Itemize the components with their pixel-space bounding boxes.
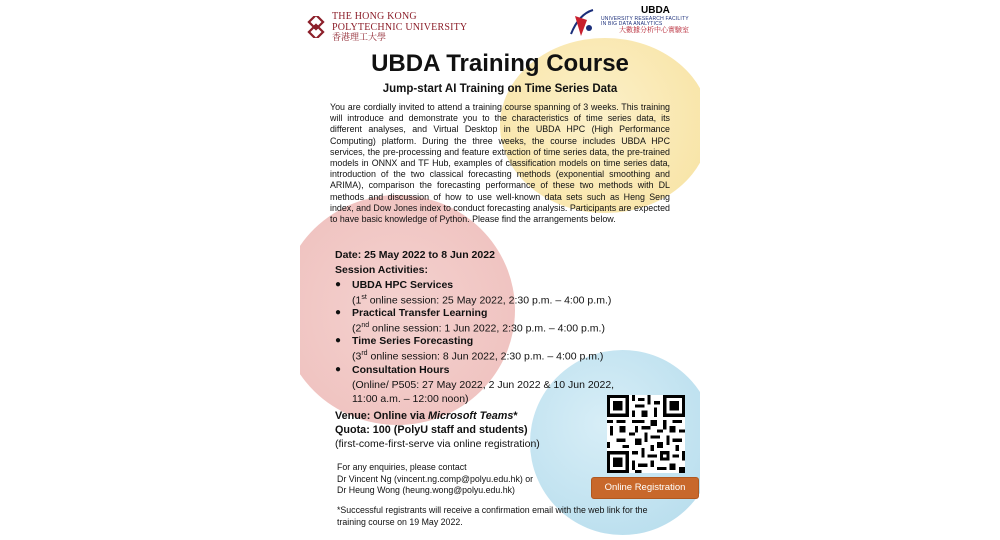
qr-code-icon[interactable] bbox=[607, 395, 685, 473]
session-name: Time Series Forecasting bbox=[352, 335, 474, 347]
quota: Quota: 100 (PolyU staff and students) bbox=[335, 424, 528, 436]
enquiry-contact-1[interactable]: Dr Vincent Ng (vincent.ng.comp@polyu.edu.hk) or bbox=[337, 473, 534, 484]
bullet-icon: ● bbox=[335, 279, 342, 290]
polyu-name-zh: 香港理工大學 bbox=[332, 32, 387, 42]
session-detail: (2nd online session: 1 Jun 2022, 2:30 p.m. – 4:00 p.m.) bbox=[352, 322, 605, 335]
session-name: Practical Transfer Learning bbox=[352, 307, 488, 319]
footnote: *Successful registrants will receive a confirmation email with the web link for the training course on 19 May 2022. bbox=[337, 505, 648, 527]
ubda-emblem-icon bbox=[567, 6, 597, 38]
session-name: UBDA HPC Services bbox=[352, 279, 454, 291]
session-detail: 11:00 a.m. – 12:00 noon) bbox=[352, 393, 469, 405]
bullet-icon: ● bbox=[335, 364, 342, 375]
course-subtitle: Jump-start AI Training on Time Series Data bbox=[382, 83, 618, 95]
ubda-logo bbox=[567, 6, 689, 38]
ubda-name-zh: 大數據分析中心實驗室 bbox=[619, 27, 689, 34]
poster bbox=[300, 0, 700, 540]
venue: Venue: Online via Microsoft Teams* bbox=[335, 410, 518, 422]
intro-paragraph: You are cordially invited to attend a training course spanning of 3 weeks. This training will introduce and demonstrate you to the characteristics of time series data, its different analyses, and Virtual Desktop in the UBDA HPC (High Performance Computing) platform. During the three weeks, the course includes UBDA HPC services, the pre-processing and feature extraction of time series data, the pre-trained models in ONNX and TF Hub, examples of classification models on time series data, introduction of the two classical forecasting methods (exponential smoothing and ARIMA), comparison the forecasting performance of these two methods with DL methods and discussion of how to use well-known data sets such as Heng Seng index, and Dow Jones index to conduct forecasting analysis. Participants are expected to have basic knowledge of Python. Please find the arrangements below. bbox=[330, 102, 670, 225]
session-detail: (1st online session: 25 May 2022, 2:30 p.m. – 4:00 p.m.) bbox=[352, 294, 612, 307]
enquiry-line: For any enquiries, please contact bbox=[337, 462, 467, 472]
bullet-icon: ● bbox=[335, 335, 342, 346]
session-activities-heading: Session Activities: bbox=[335, 264, 428, 276]
course-date: Date: 25 May 2022 to 8 Jun 2022 bbox=[335, 249, 495, 261]
polyu-logo bbox=[305, 12, 467, 42]
online-registration-button[interactable]: Online Registration bbox=[591, 477, 699, 499]
enquiry-contact bbox=[337, 462, 533, 497]
course-title: UBDA Training Course bbox=[371, 50, 629, 77]
session-name: Consultation Hours bbox=[352, 364, 450, 376]
enquiry-contact-2[interactable]: Dr Heung Wong (heung.wong@polyu.edu.hk) bbox=[337, 485, 515, 495]
ubda-short-name: UBDA bbox=[641, 5, 670, 16]
polyu-name-line2: POLYTECHNIC UNIVERSITY bbox=[332, 21, 468, 33]
ubda-sub-line1: UNIVERSITY RESEARCH FACILITY bbox=[601, 15, 689, 22]
polyu-emblem-icon bbox=[305, 16, 327, 38]
quota-note: (first-come-first-serve via online registration) bbox=[335, 438, 540, 450]
ubda-sub-line2: IN BIG DATA ANALYTICS bbox=[601, 20, 663, 27]
session-detail: (Online/ P505: 27 May 2022, 2 Jun 2022 & 10 Jun 2022, bbox=[352, 379, 615, 391]
bullet-icon: ● bbox=[335, 307, 342, 318]
session-detail: (3rd online session: 8 Jun 2022, 2:30 p.m. – 4:00 p.m.) bbox=[352, 350, 604, 363]
polyu-name-line1: THE HONG KONG bbox=[332, 11, 417, 22]
